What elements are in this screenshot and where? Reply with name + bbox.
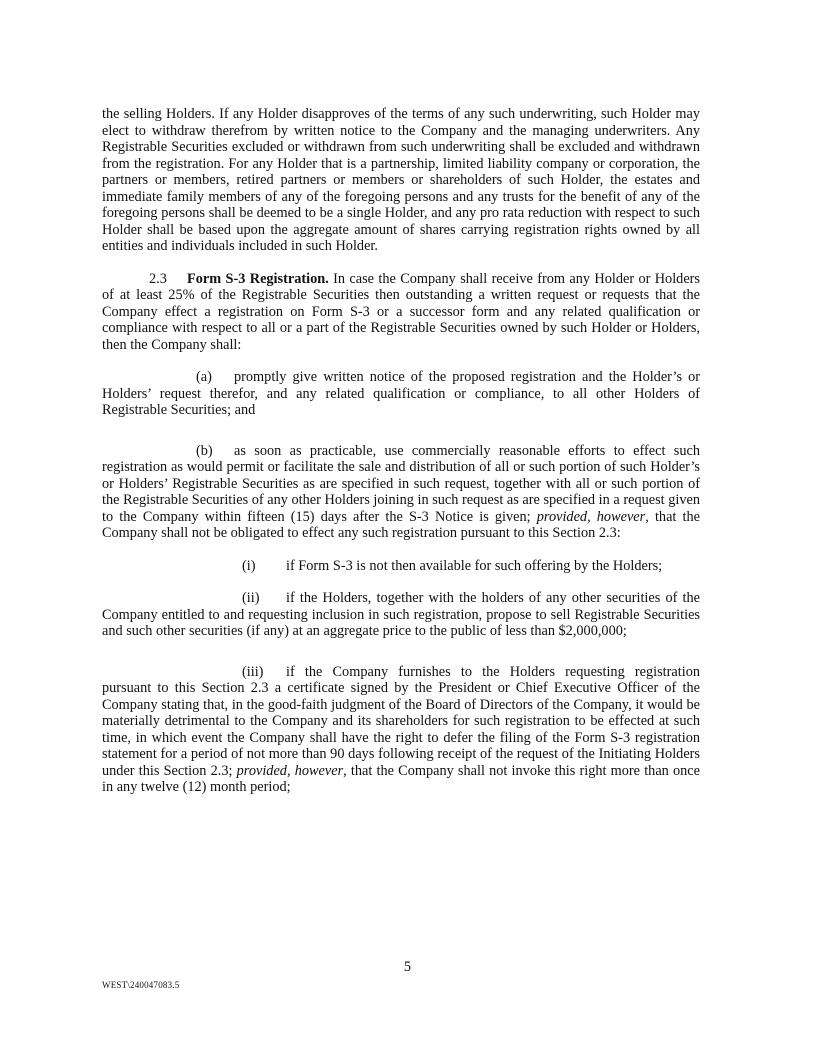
item-a-label: (a)	[196, 369, 212, 385]
item-b-proviso: provided, however	[536, 508, 646, 525]
item-a	[102, 369, 700, 419]
item-iii	[102, 664, 700, 796]
item-b-text: as soon as practicable, use commercially reasonable efforts to effect such registration as would permit or facilitate the sale and distribution of all or such portion of such Holder’s or Holders’ Registrable Securities as are specified in such request, together with all or such portion of the Registrable Securities of any other Holders joining in such request as are specified in a request given to the Company within fifteen (15) days after the S-3 Notice is given;	[102, 442, 700, 525]
item-iii-text: if the Company furnishes to the Holders requesting registration pursuant to this Section 2.3 a certificate signed by the President or Chief Executive Officer of the Company stating that, in the good-faith judgment of the Board of Directors of the Company, it would be materially detrimental to the Company and its shareholders for such registration to be effected at such time, in which event the Company shall have the right to defer the filing of the Form S-3 registration statement for a period of not more than 90 days following receipt of the request of the Initiating Holders under this Section 2.3;	[102, 663, 700, 779]
section-number: 2.3	[149, 270, 167, 287]
section-2-3	[102, 271, 700, 354]
item-a-text: promptly give written notice of the proposed registration and the Holder’s or Holders’ request therefor, and any related qualification or compliance, to all other Holders of Registrable Securities; and	[102, 369, 700, 418]
item-i-text: if Form S-3 is not then available for such offering by the Holders;	[286, 557, 663, 574]
item-iii-text-after: , that the Company shall not invoke this right more than once in any twelve (12) month period;	[102, 762, 700, 795]
item-iii-label: (iii)	[242, 663, 264, 680]
item-ii	[102, 590, 700, 640]
section-heading: Form S-3 Registration.	[187, 270, 329, 287]
document-id: WEST\240047083.5	[102, 980, 180, 990]
item-b-label: (b)	[196, 442, 213, 459]
item-b-text-after: , that the Company shall not be obligated to effect any such registration pursuant to this Section 2.3:	[102, 508, 700, 541]
item-iii-proviso: provided, however	[236, 762, 344, 779]
continuation-paragraph: the selling Holders. If any Holder disapproves of the terms of any such underwriting, such Holder may elect to withdraw therefrom by written notice to the Company and the managing underwriters. Any Registrable Securities excluded or withdrawn from such underwriting shall be excluded and withdrawn from the registration. For any Holder that is a partnership, limited liability company or corporation, the partners or members, retired partners or members or shareholders of such Holder, the estates and immediate family members of any of the foregoing persons and any trusts for the benefit of any of the foregoing persons shall be deemed to be a single Holder, and any pro rata reduction with respect to such Holder shall be based upon the aggregate amount of shares carrying registration rights owned by all entities and individuals included in such Holder.	[102, 106, 700, 254]
document-body	[102, 106, 700, 796]
page-number: 5	[403, 959, 412, 975]
item-i-label: (i)	[242, 557, 256, 574]
item-i	[102, 558, 700, 575]
item-ii-label: (ii)	[242, 590, 260, 606]
item-b	[102, 443, 700, 542]
item-ii-text: if the Holders, together with the holders of any other securities of the Company entitled to and requesting inclusion in such registration, propose to sell Registrable Securities and such other securities (if any) at an aggregate price to the public of less than $2,000,000;	[102, 590, 700, 639]
section-text: In case the Company shall receive from any Holder or Holders of at least 25% of the Registrable Securities then outstanding a written request or requests that the Company effect a registration on Form S-3 or a successor form and any related qualification or compliance with respect to all or a part of the Registrable Securities owned by such Holder or Holders, then the Company shall:	[102, 270, 700, 353]
